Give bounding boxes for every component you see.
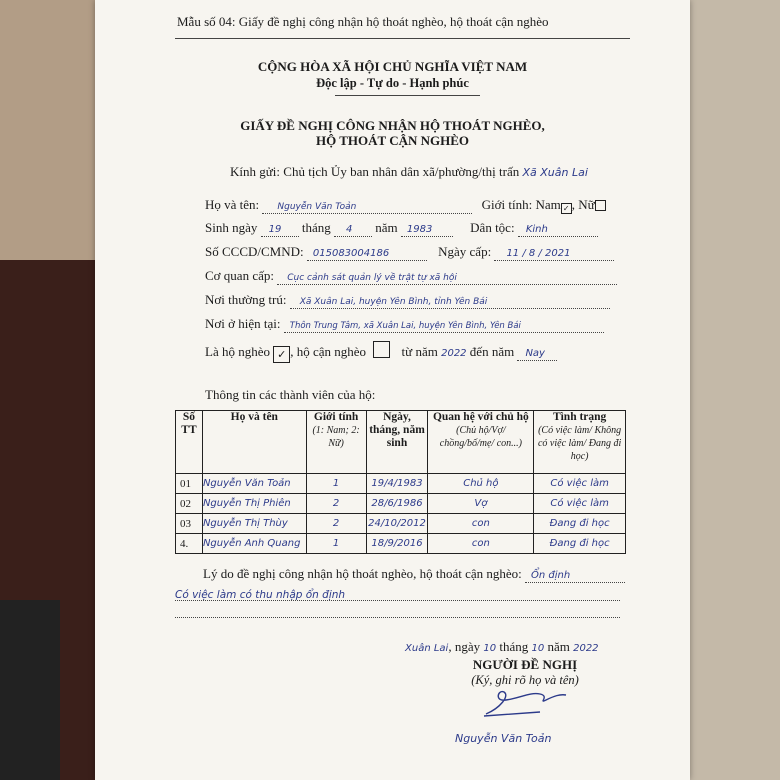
- addressee-row: [230, 164, 588, 180]
- form-page: [95, 0, 690, 780]
- form-code: Mẫu số 04: Giấy đề nghị công nhận hộ thoát nghèo, hộ thoát cận nghèo: [177, 14, 549, 29]
- dob-year: 1983: [406, 224, 433, 235]
- date-day-label: , ngày: [448, 639, 481, 654]
- table-row: [176, 474, 626, 494]
- id-row: [205, 244, 614, 261]
- date-year: 2022: [573, 643, 599, 654]
- header-dob: Ngày, tháng, năm sinh: [366, 411, 428, 474]
- reason-value-2: Có việc làm có thu nhập ổn định: [175, 589, 346, 601]
- gender-label: Giới tính: Nam: [481, 197, 561, 212]
- current-row: [205, 316, 604, 333]
- cell-name: Nguyễn Thị Phiên: [202, 494, 306, 514]
- gender-female-label: , Nữ: [571, 197, 595, 212]
- id-label: Số CCCD/CMND:: [205, 244, 304, 259]
- dob-label: Sinh ngày: [205, 220, 258, 235]
- cell-name: Nguyễn Thị Thùy: [202, 514, 306, 534]
- name-label: Họ và tên:: [205, 197, 260, 212]
- cell-relation: Vợ: [428, 494, 534, 514]
- header-relation-label: Quan hệ với chủ hộ: [432, 411, 529, 423]
- signer-note: (Ký, ghi rõ họ và tên): [471, 673, 579, 687]
- addressee-label: Kính gửi: Chủ tịch Ủy ban nhân dân xã/phường/thị trấn: [230, 164, 520, 179]
- from-year-label: từ năm: [401, 344, 438, 359]
- header-gender-sub: (1: Nam; 2: Nữ): [312, 425, 360, 449]
- header-name: Họ và tên: [202, 411, 306, 474]
- table-header-row: [176, 411, 626, 474]
- permanent-row: [205, 292, 610, 309]
- ethnicity-label: Dân tộc:: [470, 220, 515, 235]
- poor-label: Là hộ nghèo: [205, 344, 270, 359]
- cell-no: 01: [176, 474, 203, 494]
- header-no: Số TT: [176, 411, 203, 474]
- place-value: Xuân Lai: [405, 643, 449, 654]
- cell-dob: 19/4/1983: [366, 474, 428, 494]
- cell-status: Đang đi học: [534, 514, 626, 534]
- dob-day: 19: [268, 224, 282, 235]
- national-title: CỘNG HÒA XÃ HỘI CHỦ NGHĨA VIỆT NAM: [257, 59, 528, 74]
- signature-mark: [480, 686, 570, 720]
- date-year-label: năm: [547, 639, 570, 654]
- header-status: [534, 411, 626, 474]
- permanent-value: Xã Xuân Lai, huyện Yên Bình, tỉnh Yên Bái: [299, 297, 488, 307]
- cell-dob: 18/9/2016: [366, 534, 428, 554]
- issue-date-value: 11 / 8 / 2021: [506, 248, 571, 259]
- addressee-value: Xã Xuân Lai: [522, 166, 588, 179]
- cell-no: 02: [176, 494, 203, 514]
- doc-title-line1: GIẤY ĐỀ NGHỊ CÔNG NHẬN HỘ THOÁT NGHÈO,: [240, 118, 545, 133]
- cell-gender: 1: [306, 534, 366, 554]
- cell-status: Có việc làm: [534, 474, 626, 494]
- cell-name: Nguyễn Anh Quang: [202, 534, 306, 554]
- to-year-value: Nay: [525, 348, 545, 359]
- header-relation-sub: (Chủ hộ/Vợ/ chồng/bố/mẹ/ con...): [439, 425, 522, 449]
- from-year-value: 2022: [441, 348, 467, 359]
- dob-month: 4: [346, 224, 353, 235]
- date-month: 10: [531, 643, 545, 654]
- id-value: 015083004186: [312, 248, 390, 259]
- header-relation: [428, 411, 534, 474]
- cell-dob: 24/10/2012: [366, 514, 428, 534]
- name-row: [205, 197, 606, 214]
- dob-year-label: năm: [375, 220, 398, 235]
- cell-status: Có việc làm: [534, 494, 626, 514]
- poor-row: [205, 341, 557, 363]
- doc-title-line2: HỘ THOÁT CẬN NGHÈO: [315, 133, 470, 148]
- near-poor-label: , hộ cận nghèo: [290, 344, 367, 359]
- table-row: [176, 494, 626, 514]
- background-shadow: [0, 600, 60, 780]
- name-value: Nguyễn Văn Toản: [277, 202, 357, 212]
- header-gender-label: Giới tính: [313, 411, 359, 423]
- dob-month-label: tháng: [301, 220, 331, 235]
- issuer-value: Cục cảnh sát quản lý về trật tự xã hội: [287, 273, 457, 283]
- date-month-label: tháng: [499, 639, 529, 654]
- cell-dob: 28/6/1986: [366, 494, 428, 514]
- poor-checkbox[interactable]: ✓: [273, 346, 290, 363]
- issuer-label: Cơ quan cấp:: [205, 268, 274, 283]
- table-row: [176, 514, 626, 534]
- reason-line-2: [175, 586, 620, 601]
- permanent-label: Nơi thường trú:: [205, 292, 287, 307]
- cell-gender: 2: [306, 494, 366, 514]
- table-row: [176, 534, 626, 554]
- reason-row: [203, 566, 625, 583]
- cell-no: 4.: [176, 534, 203, 554]
- divider: [175, 38, 630, 39]
- cell-gender: 1: [306, 474, 366, 494]
- dob-row: [205, 220, 598, 237]
- motto-underline: [335, 95, 480, 96]
- near-poor-checkbox[interactable]: [373, 341, 390, 358]
- cell-relation: Chủ hộ: [428, 474, 534, 494]
- current-value: Thôn Trung Tâm, xã Xuân Lai, huyện Yên Bình, Yên Bái: [289, 321, 521, 331]
- issuer-row: [205, 268, 617, 285]
- reason-value-1: Ổn định: [531, 570, 571, 581]
- signer-title: NGƯỜI ĐỀ NGHỊ: [472, 657, 578, 672]
- header-status-label: Tình trạng: [552, 411, 607, 423]
- motto: Độc lập - Tự do - Hạnh phúc: [316, 76, 469, 90]
- gender-female-checkbox[interactable]: [595, 200, 606, 211]
- cell-name: Nguyễn Văn Toản: [202, 474, 306, 494]
- ethnicity-value: Kinh: [525, 224, 548, 235]
- background-wall: [0, 0, 110, 260]
- date-row: [405, 639, 599, 655]
- signer-name: Nguyễn Văn Toản: [455, 732, 552, 745]
- date-day: 10: [483, 643, 497, 654]
- reason-line-3: [175, 616, 620, 618]
- cell-no: 03: [176, 514, 203, 534]
- issue-date-label: Ngày cấp:: [438, 244, 492, 259]
- header-gender: [306, 411, 366, 474]
- members-table: [175, 410, 626, 554]
- cell-gender: 2: [306, 514, 366, 534]
- cell-relation: con: [428, 514, 534, 534]
- cell-status: Đang đi học: [534, 534, 626, 554]
- reason-label: Lý do đề nghị công nhận hộ thoát nghèo, hộ thoát cận nghèo:: [203, 566, 522, 581]
- members-heading: Thông tin các thành viên của hộ:: [205, 387, 376, 402]
- gender-male-checkbox[interactable]: ✓: [561, 203, 572, 214]
- current-label: Nơi ở hiện tại:: [205, 316, 281, 331]
- header-status-sub: (Có việc làm/ Không có việc làm/ Đang đi học): [537, 425, 622, 462]
- to-year-label: đến năm: [469, 344, 515, 359]
- cell-relation: con: [428, 534, 534, 554]
